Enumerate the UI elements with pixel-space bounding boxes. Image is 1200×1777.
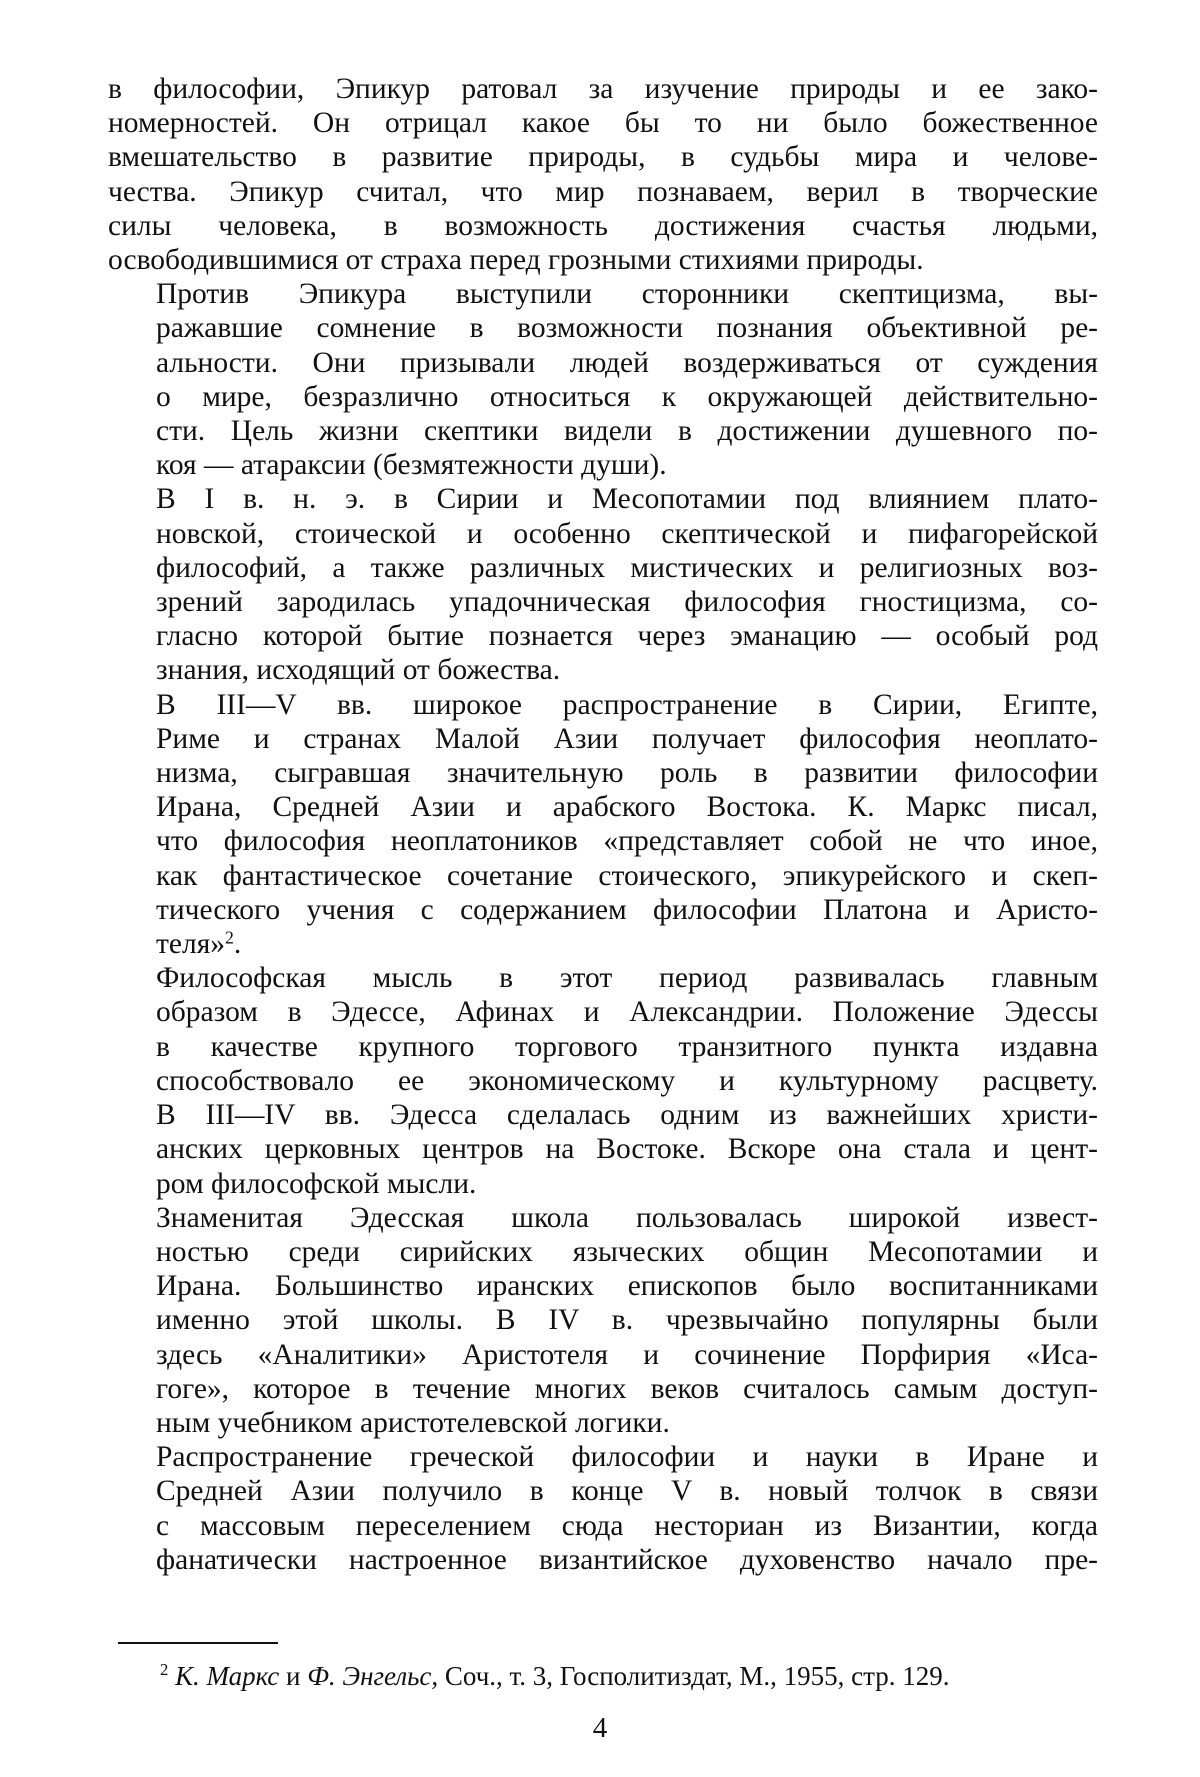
- text-line: Ирана. Большинство иранских епископов было воспитанниками: [156, 1270, 1098, 1303]
- paragraph: [108, 1201, 1098, 1440]
- paragraph: [108, 277, 1098, 482]
- paragraph: [108, 961, 1098, 1200]
- text-line: образом в Эдессе, Афинах и Александрии. Положение Эдессы: [156, 996, 1098, 1029]
- text-line: фанатически настроенное византийское духовенство начало пре-: [156, 1543, 1098, 1576]
- text-line: освободившимися от страха перед грозными стихиями природы.: [108, 244, 924, 277]
- text-line: именно этой школы. В IV в. чрезвычайно популярны были: [156, 1304, 1098, 1337]
- text-line: о мире, безразлично относиться к окружающей действительно-: [156, 380, 1098, 413]
- text-line: философий, а также различных мистических и религиозных воз-: [156, 551, 1098, 584]
- text-line: сти. Цель жизни скептики видели в достижении душевного по-: [156, 415, 1098, 448]
- text-line: гласно которой бытие познается через эманацию — особый род: [156, 620, 1098, 653]
- text-line-wrap: [108, 927, 1098, 961]
- text-line: с массовым переселением сюда несториан из Византии, когда: [156, 1509, 1098, 1542]
- footnote-reference-tail: .: [233, 928, 242, 961]
- text-line: чества. Эпикур считал, что мир познаваем, верил в творческие: [108, 175, 1098, 208]
- text-line: альности. Они призывали людей воздерживаться от суждения: [156, 346, 1098, 379]
- paragraph: [108, 72, 1098, 277]
- text-line: В III—IV вв. Эдесса сделалась одним из важнейших христи-: [156, 1099, 1098, 1132]
- text-line: анских церковных центров на Востоке. Вскоре она стала и цент-: [156, 1133, 1098, 1166]
- text-line: теля»: [156, 928, 226, 961]
- footnote-reference: 2: [225, 927, 234, 948]
- text-line: ражавшие сомнение в возможности познания объективной ре-: [156, 312, 1098, 345]
- footnote-divider: [118, 1642, 278, 1644]
- text-line: ностью среди сирийских языческих общин Месопотамии и: [156, 1235, 1098, 1268]
- text-line: как фантастическое сочетание стоического, эпикурейского и скеп-: [156, 859, 1098, 892]
- text-line: силы человека, в возможность достижения счастья людьми,: [108, 209, 1098, 242]
- footnote-author-1: К. Маркс: [175, 1661, 280, 1691]
- paragraph: [108, 482, 1098, 687]
- text-line: зрений зародилась упадочническая философия гностицизма, со-: [156, 586, 1098, 619]
- text-line: вмешательство в развитие природы, в судьбы мира и челове-: [108, 141, 1098, 174]
- text-line: что философия неоплатоников «представляет собой не что иное,: [156, 825, 1098, 858]
- text-line: здесь «Аналитики» Аристотеля и сочинение Порфирия «Иса-: [156, 1338, 1098, 1371]
- text-line: ром философской мысли.: [156, 1167, 477, 1200]
- text-line: в качестве крупного торгового транзитного пункта издавна: [156, 1030, 1098, 1063]
- footnote-marker: 2: [160, 1659, 169, 1679]
- text-line: Философская мысль в этот период развивалась главным: [156, 962, 1098, 995]
- text-line: низма, сыгравшая значительную роль в развитии философии: [156, 757, 1098, 790]
- text-line: номерностей. Он отрицал какое бы то ни было божественное: [108, 107, 1098, 140]
- page-number: 4: [592, 1712, 608, 1744]
- footnote: [160, 1660, 1100, 1692]
- text-line: знания, исходящий от божества.: [156, 654, 561, 687]
- footnote-author-2: Ф. Энгельс,: [307, 1661, 439, 1691]
- text-line: Знаменитая Эдесская школа пользовалась широкой извест-: [156, 1201, 1098, 1234]
- text-line: в философии, Эпикур ратовал за изучение природы и ее зако-: [108, 73, 1098, 105]
- footnote-citation: Соч., т. 3, Госполитиздат, М., 1955, стр. 129.: [444, 1661, 950, 1691]
- text-line: Риме и странах Малой Азии получает философия неоплато-: [156, 722, 1098, 755]
- text-line: Против Эпикура выступили сторонники скептицизма, вы-: [156, 278, 1098, 311]
- text-line: тического учения с содержанием философии Платона и Аристо-: [156, 893, 1098, 926]
- text-line: новской, стоической и особенно скептической и пифагорейской: [156, 517, 1098, 550]
- text-line: Средней Азии получило в конце V в. новый толчок в связи: [156, 1475, 1098, 1508]
- text-line: гоге», которое в течение многих веков считалось самым доступ-: [156, 1372, 1098, 1405]
- paragraph: [108, 688, 1098, 962]
- main-text: [108, 72, 1098, 1577]
- text-line: способствовало ее экономическому и культурному расцвету.: [156, 1064, 1098, 1097]
- footnote-conjunction: и: [286, 1661, 301, 1691]
- text-line: ным учебником аристотелевской логики.: [156, 1406, 670, 1439]
- text-line: Ирана, Средней Азии и арабского Востока. К. Маркс писал,: [156, 791, 1098, 824]
- text-line: коя — атараксии (безмятежности души).: [156, 449, 667, 482]
- paragraph: [108, 1440, 1098, 1577]
- text-line: В III—V вв. широкое распространение в Сирии, Египте,: [156, 688, 1098, 721]
- text-line: В I в. н. э. в Сирии и Месопотамии под влиянием плато-: [156, 483, 1098, 516]
- text-line: Распространение греческой философии и науки в Иране и: [156, 1441, 1098, 1474]
